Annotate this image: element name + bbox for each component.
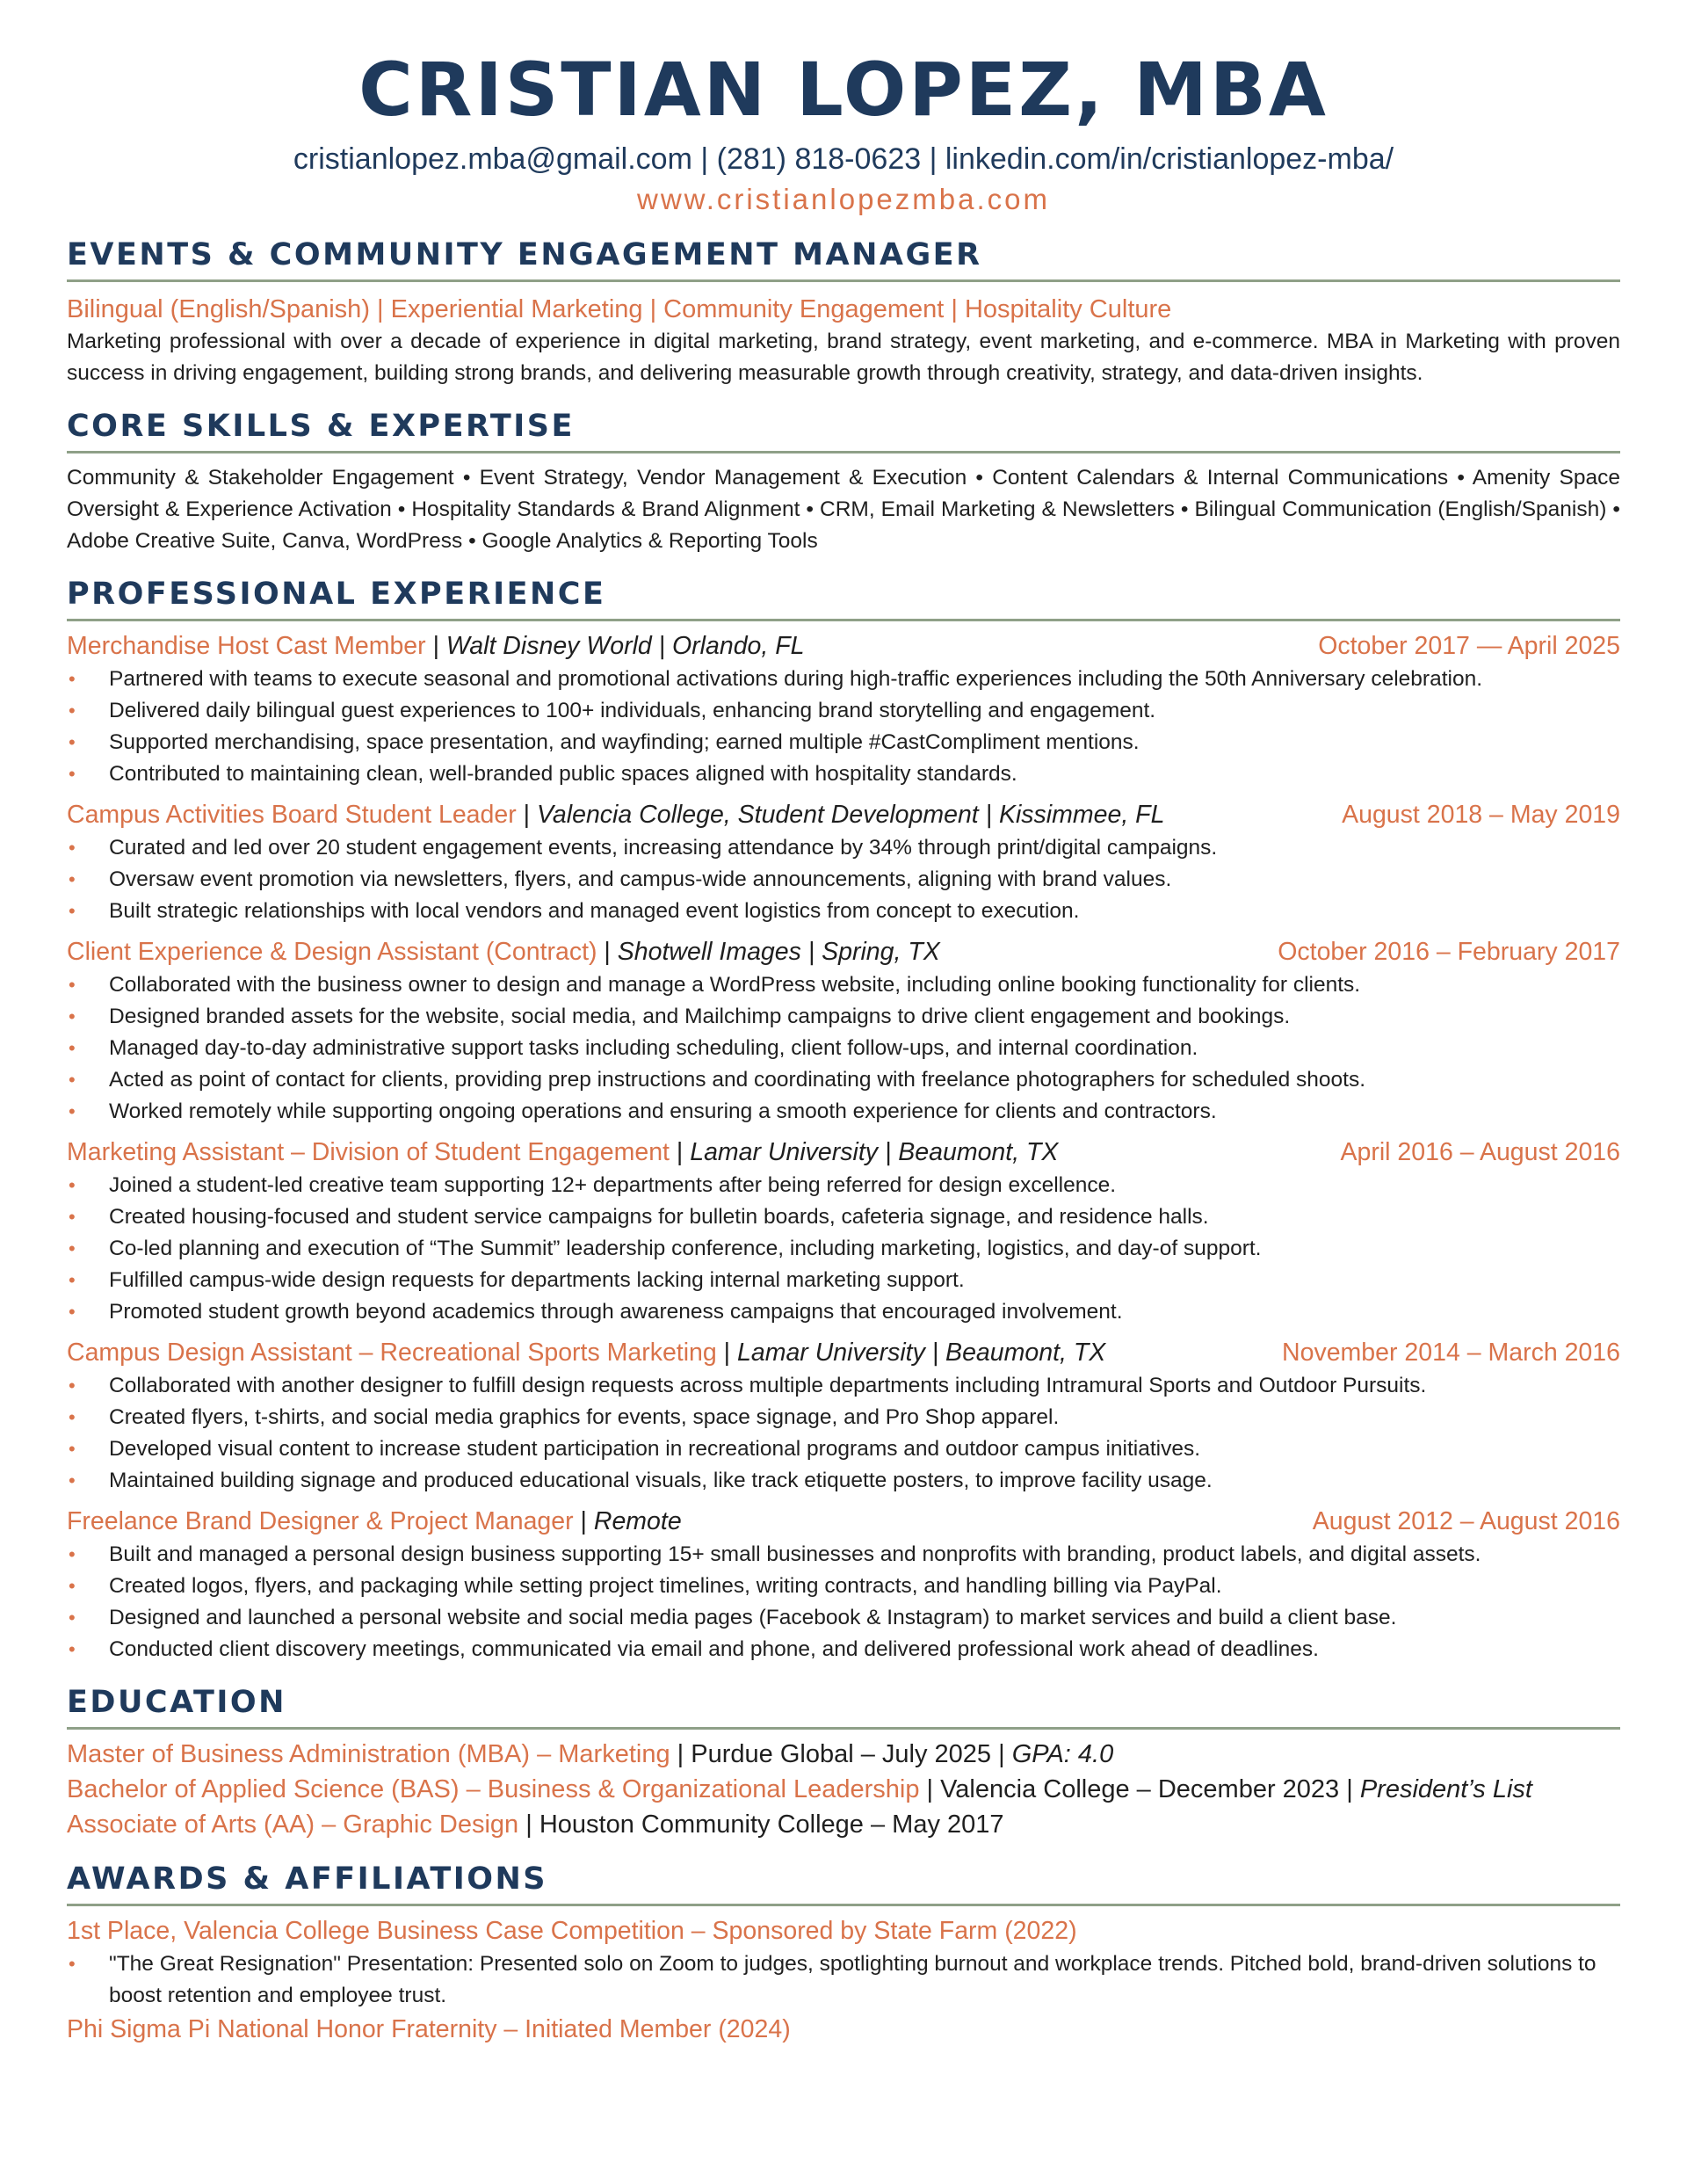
bullet-icon: • <box>69 900 76 922</box>
bullet-icon: • <box>69 1237 76 1259</box>
bullet-icon: • <box>69 1543 76 1565</box>
education-list <box>67 1737 1620 1842</box>
job-list <box>67 628 1620 1665</box>
job-title: Client Experience & Design Assistant (Contract) <box>67 938 597 966</box>
education-separator: | <box>991 1740 1012 1768</box>
job-bullets <box>67 1170 1620 1328</box>
school-and-date: Houston Community College – May 2017 <box>539 1810 1004 1839</box>
bullet-icon: • <box>69 837 76 859</box>
job-title-line <box>67 797 1164 832</box>
job-dates: October 2016 – February 2017 <box>1278 938 1620 966</box>
job-title: Freelance Brand Designer & Project Manager <box>67 1507 574 1535</box>
education-section <box>67 1683 1620 1842</box>
bullet-item <box>67 864 1620 896</box>
bullet-text: Managed day-to-day administrative support tasks including scheduling, client follow-ups, and internal coordination. <box>109 1036 1198 1060</box>
bullet-text: Maintained building signage and produced educational visuals, like track etiquette posters, to improve facility usage. <box>109 1469 1213 1492</box>
bullet-text: Collaborated with the business owner to design and manage a WordPress website, including online booking functionality for clients. <box>109 973 1361 997</box>
job-title: Marketing Assistant – Division of Student Engagement <box>67 1138 670 1166</box>
job-bullets <box>67 1539 1620 1665</box>
bullet-item <box>67 1170 1620 1201</box>
job-bullets <box>67 1370 1620 1497</box>
bullet-item <box>67 695 1620 727</box>
experience-section <box>67 575 1620 1665</box>
bullet-item <box>67 1201 1620 1233</box>
bullet-text: Delivered daily bilingual guest experiences to 100+ individuals, enhancing brand storytelling and engagement. <box>109 699 1156 722</box>
job-title-line <box>67 934 940 969</box>
bullet-text: Built and managed a personal design business supporting 15+ small businesses and nonprofits with branding, product labels, and digital assets. <box>109 1542 1481 1566</box>
candidate-name: CRISTIAN LOPEZ, MBA <box>358 47 1329 133</box>
experience-heading: PROFESSIONAL EXPERIENCE <box>67 575 1620 621</box>
bullet-icon: • <box>69 1206 76 1228</box>
job-dates: April 2016 – August 2016 <box>1340 1138 1620 1166</box>
job-entry <box>67 628 1620 790</box>
job-header <box>67 934 1620 969</box>
degree-name: Bachelor of Applied Science (BAS) – Business & Organizational Leadership <box>67 1775 920 1803</box>
bullet-text: Designed and launched a personal website and social media pages (Facebook & Instagram) to market services and build a client base. <box>109 1606 1397 1629</box>
job-entry <box>67 1135 1620 1328</box>
bullet-item <box>67 1096 1620 1128</box>
job-header <box>67 1135 1620 1170</box>
job-title-line <box>67 628 805 664</box>
skills-heading: CORE SKILLS & EXPERTISE <box>67 407 1620 453</box>
job-header <box>67 797 1620 832</box>
bullet-icon: • <box>69 1005 76 1027</box>
job-organization: Lamar University | Beaumont, TX <box>690 1138 1059 1166</box>
degree-name: Master of Business Administration (MBA) – Marketing <box>67 1740 670 1768</box>
job-bullets <box>67 969 1620 1128</box>
job-title-line <box>67 1504 682 1539</box>
job-organization: Remote <box>593 1507 682 1535</box>
bullet-item <box>67 1465 1620 1497</box>
education-item <box>67 1807 1620 1842</box>
school-and-date: Purdue Global – July 2025 <box>691 1740 992 1768</box>
job-organization: Shotwell Images | Spring, TX <box>617 938 940 966</box>
bullet-icon: • <box>69 868 76 890</box>
job-dates: August 2018 – May 2019 <box>1342 801 1620 829</box>
job-organization: Valencia College, Student Development | Kissimmee, FL <box>536 801 1165 829</box>
job-separator: | <box>573 1507 594 1535</box>
education-separator: | <box>670 1740 691 1768</box>
bullet-icon: • <box>69 1174 76 1196</box>
bullet-icon: • <box>69 1269 76 1291</box>
job-separator: | <box>425 632 446 660</box>
bullet-text: Joined a student-led creative team supporting 12+ departments after being referred for design excellence. <box>109 1173 1117 1197</box>
bullet-item <box>67 1948 1620 2012</box>
job-dates: August 2012 – August 2016 <box>1312 1507 1620 1535</box>
contact-line: cristianlopez.mba@gmail.com | (281) 818-0623 | linkedin.com/in/cristianlopez-mba/ <box>293 142 1394 176</box>
job-separator: | <box>597 938 618 966</box>
bullet-icon: • <box>69 1301 76 1323</box>
bullet-item <box>67 1233 1620 1265</box>
bullet-item <box>67 896 1620 927</box>
summary-tagline: Bilingual (English/Spanish) | Experiential Marketing | Community Engagement | Hospitality Culture <box>67 295 1172 323</box>
bullet-text: Developed visual content to increase student participation in recreational programs and outdoor campus initiatives. <box>109 1437 1201 1461</box>
job-title: Campus Design Assistant – Recreational Sports Marketing <box>67 1339 717 1367</box>
bullet-item <box>67 1634 1620 1665</box>
bullet-text: Co-led planning and execution of “The Summit” leadership conference, including marketing, logistics, and day-of support. <box>109 1237 1262 1260</box>
bullet-item <box>67 832 1620 864</box>
job-entry <box>67 934 1620 1128</box>
education-item <box>67 1737 1620 1772</box>
bullet-item <box>67 1296 1620 1328</box>
bullet-item <box>67 1571 1620 1602</box>
education-separator: | <box>919 1775 941 1803</box>
bullet-text: Oversaw event promotion via newsletters, flyers, and campus-wide announcements, aligning with brand values. <box>109 867 1172 891</box>
bullet-item <box>67 1265 1620 1296</box>
bullet-text: Collaborated with another designer to fulfill design requests across multiple departments including Intramural Sports and Outdoor Pursuits. <box>109 1374 1427 1397</box>
awards-list <box>67 1913 1620 2047</box>
bullet-item <box>67 727 1620 758</box>
education-honor: President’s List <box>1359 1775 1532 1803</box>
bullet-icon: • <box>69 1607 76 1629</box>
bullet-item <box>67 1033 1620 1064</box>
bullet-icon: • <box>69 1638 76 1660</box>
bullet-icon: • <box>69 1100 76 1122</box>
bullet-text: Worked remotely while supporting ongoing operations and ensuring a smooth experience for clients and contractors. <box>109 1099 1217 1123</box>
degree-name: Associate of Arts (AA) – Graphic Design <box>67 1810 519 1839</box>
job-bullets <box>67 832 1620 927</box>
bullet-text: Created logos, flyers, and packaging while setting project timelines, writing contracts, and handling billing via PayPal. <box>109 1574 1222 1598</box>
education-separator: | <box>518 1810 539 1839</box>
bullet-icon: • <box>69 700 76 722</box>
summary-text: Marketing professional with over a decade of experience in digital marketing, brand strategy, event marketing, and e-commerce. MBA in Marketing with proven success in driving engagement, building strong brands, and delivering measurable growth through creativity, strategy, and data-driven insights. <box>67 330 1620 385</box>
bullet-icon: • <box>69 668 76 690</box>
job-entry <box>67 1504 1620 1665</box>
bullet-text: Curated and led over 20 student engagement events, increasing attendance by 34% through print/digital campaigns. <box>109 836 1218 860</box>
bullet-item <box>67 1064 1620 1096</box>
summary-heading: EVENTS & COMMUNITY ENGAGEMENT MANAGER <box>67 236 1620 282</box>
job-dates: October 2017 — April 2025 <box>1318 632 1620 660</box>
bullet-item <box>67 1370 1620 1402</box>
website-link[interactable]: www.cristianlopezmba.com <box>637 183 1050 215</box>
bullet-icon: • <box>69 1069 76 1091</box>
job-dates: November 2014 – March 2016 <box>1282 1339 1620 1367</box>
job-header <box>67 1504 1620 1539</box>
bullet-item <box>67 1402 1620 1433</box>
bullet-icon: • <box>69 731 76 753</box>
bullet-text: Created flyers, t-shirts, and social media graphics for events, space signage, and Pro Shop apparel. <box>109 1405 1060 1429</box>
bullet-text: "The Great Resignation" Presentation: Presented solo on Zoom to judges, spotlighting burnout and workplace trends. Pitched bold, brand-driven solutions to boost retention and employee trust. <box>109 1952 1596 2007</box>
awards-heading: AWARDS & AFFILIATIONS <box>67 1860 1620 1906</box>
bullet-item <box>67 758 1620 790</box>
bullet-item <box>67 969 1620 1001</box>
job-title: Merchandise Host Cast Member <box>67 632 426 660</box>
job-header <box>67 1335 1620 1370</box>
bullet-item <box>67 664 1620 695</box>
summary-section <box>67 236 1620 389</box>
award-title: 1st Place, Valencia College Business Case Competition – Sponsored by State Farm (2022) <box>67 1917 1077 1945</box>
bullet-icon: • <box>69 1575 76 1597</box>
skills-section <box>67 407 1620 557</box>
bullet-text: Fulfilled campus-wide design requests for departments lacking internal marketing support. <box>109 1268 965 1292</box>
bullet-icon: • <box>69 763 76 785</box>
job-title-line <box>67 1135 1058 1170</box>
job-header <box>67 628 1620 664</box>
education-item <box>67 1772 1620 1807</box>
job-separator: | <box>669 1138 691 1166</box>
bullet-icon: • <box>69 974 76 996</box>
bullet-text: Promoted student growth beyond academics through awareness campaigns that encouraged involvement. <box>109 1300 1123 1324</box>
bullet-text: Contributed to maintaining clean, well-branded public spaces aligned with hospitality standards. <box>109 762 1017 786</box>
bullet-text: Acted as point of contact for clients, providing prep instructions and coordinating with freelance photographers for scheduled shoots. <box>109 1068 1366 1092</box>
bullet-icon: • <box>69 1469 76 1491</box>
bullet-icon: • <box>69 1438 76 1460</box>
bullet-text: Conducted client discovery meetings, communicated via email and phone, and delivered professional work ahead of deadlines. <box>109 1637 1319 1661</box>
bullet-icon: • <box>69 1375 76 1397</box>
awards-section <box>67 1860 1620 2047</box>
job-entry <box>67 1335 1620 1497</box>
education-separator: | <box>1339 1775 1360 1803</box>
job-separator: | <box>716 1339 738 1367</box>
job-separator: | <box>516 801 537 829</box>
job-organization: Lamar University | Beaumont, TX <box>737 1339 1106 1367</box>
bullet-icon: • <box>69 1406 76 1428</box>
education-honor: GPA: 4.0 <box>1011 1740 1114 1768</box>
school-and-date: Valencia College – December 2023 <box>940 1775 1340 1803</box>
bullet-text: Created housing-focused and student service campaigns for bulletin boards, cafeteria signage, and residence halls. <box>109 1205 1209 1229</box>
bullet-item <box>67 1001 1620 1033</box>
job-bullets <box>67 664 1620 790</box>
education-heading: EDUCATION <box>67 1683 1620 1730</box>
bullet-item <box>67 1602 1620 1634</box>
award-title: Phi Sigma Pi National Honor Fraternity – Initiated Member (2024) <box>67 2015 791 2043</box>
bullet-text: Designed branded assets for the website, social media, and Mailchimp campaigns to drive client engagement and bookings. <box>109 1005 1291 1028</box>
skills-text: Community & Stakeholder Engagement • Event Strategy, Vendor Management & Execution • Content Calendars & Internal Communications • Amenity Space Oversight & Experience Activation • Hospitality Standards & Brand Alignment • CRM, Email Marketing & Newsletters • Bilingual Communication (English/Spanish) • Adobe Creative Suite, Canva, WordPress • Google Analytics & Reporting Tools <box>67 466 1620 553</box>
bullet-text: Supported merchandising, space presentation, and wayfinding; earned multiple #CastCompliment mentions. <box>109 730 1140 754</box>
bullet-icon: • <box>69 1953 76 1975</box>
job-title-line <box>67 1335 1105 1370</box>
bullet-icon: • <box>69 1037 76 1059</box>
job-organization: Walt Disney World | Orlando, FL <box>445 632 805 660</box>
job-entry <box>67 797 1620 927</box>
bullet-item <box>67 1539 1620 1571</box>
bullet-text: Partnered with teams to execute seasonal and promotional activations during high-traffic experiences including the 50th Anniversary celebration. <box>109 667 1483 691</box>
bullet-item <box>67 1433 1620 1465</box>
job-title: Campus Activities Board Student Leader <box>67 801 517 829</box>
bullet-text: Built strategic relationships with local vendors and managed event logistics from concept to execution. <box>109 899 1080 923</box>
award-bullets <box>67 1948 1620 2012</box>
